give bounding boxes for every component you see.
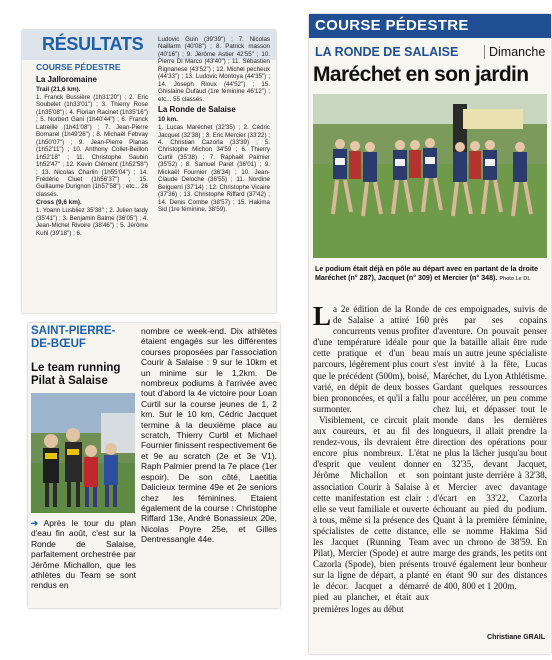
cross-results-continued: Ludovic Guin (39'39") ; 7. Nicolas Naillarm (40'08") ; 8. Patrick masson (40'16") ; 9. Jérôme Astier 42'55" ; 10. Pierre Di Marco (43'40") ; 11. Sébastien Rignanese (43'52") ; 12. Michel pecheux (44'33") ; 13. Ludovic Montoya (44'35") ; 14. Joseph Rioux (44'52") ; 15. Ghislaine Dufaud (1re féminine 46'12") ; etc... 55 classés. bbox=[158, 36, 270, 103]
article-day: Dimanche bbox=[484, 45, 545, 59]
photo-caption-text: Le podium était déjà en pôle au départ avec en partant de la droite Maréchet (n° 287), Jacquet (n° 309) et Mercier (n° 348). bbox=[315, 265, 539, 282]
article-lead-paragraph: a 2e édition de la Ronde de Salaise a attiré 160 concurrents venus profiter d'une température idéale pour cette pratique et d'un beau parcours, légèrement plus court que le précédent (500m), boisé, varié, en dépit de deux bosses bien prononcées, et qu'il a fallu surmonter. bbox=[313, 304, 429, 414]
team-article-clipping bbox=[28, 323, 280, 608]
team-column-1 bbox=[31, 518, 136, 591]
runners-photo bbox=[313, 94, 547, 258]
team-place-heading: SAINT-PIERRE-DE-BŒUF bbox=[31, 325, 116, 350]
runners-photo-illustration bbox=[313, 94, 547, 258]
ronde-distance-subtitle: 10 km. bbox=[158, 116, 178, 124]
article-paragraph-3: de ces empoignades, suivis de près par ses copains d'aventure. On pouvait penser que la bataille allait être rude mais un autre jeune spécialiste s'est invité à la fête, Lucas Maréchet, du Lyon Athlétisme. Gardant quelques ressources pour accélérer, un peu comme chez lui, et dépasser tout le monde dans les dernières longueurs, il allait prendre la direction des opérations pour ne plus la lâcher jusqu'au bout en 32'35, devant Jacquet, pointant juste derrière à 32'38, et Mercier avec davantage d'écart en 33'22, Cazorla échouant au pied du podium. Quant à la première féminine, elle se nomme Hakima Sid avec un chrono de 38'59. En marge des grands, les petits ont trouvé également leur bonheur en étant 90 sur des distances de 400, 800 et 1 200m. bbox=[433, 304, 547, 592]
results-column-2 bbox=[158, 36, 270, 214]
results-title: RÉSULTATS bbox=[42, 34, 144, 54]
ronde-results: 1. Lucas Maréchet (32'35) ; 2. Cédric Jacquet (32'38) ; 3. Eric Mercier (33'22) ; 4. Christian Cazorla (33'39) ; 5. Christophe Michon 34'59 ; 6. Thierry Curtil (35'38) ; 7. Raphaël Palmier (35'52) ; 8. Samuel Paret (36'01) ; 9. Mickaël Fournier (36'34) ; 10. Jean-Claude Deloche (36'55) ; 11. Nordine Belguerri (37'14) ; 12. Christophe Vicaire (37'36) ; 13. Christophe Riffard (37'42) ; 14. Denis Combe (38'57) ; 15. Hakima Sid (1re féminine, 38'59). bbox=[158, 124, 270, 214]
team-column-2 bbox=[141, 326, 277, 545]
article-headline: Maréchet en son jardin bbox=[313, 63, 529, 86]
team-lead-paragraph: Après le tour du plan d'eau fin août, c'est sur la Ronde de Salaise, parfaitement orchestrée par Jérôme Michallon, que les athlètes du Team se sont rendus en bbox=[31, 518, 136, 591]
article-paragraph-2: Visiblement, ce circuit plait aux coureurs, et au fil des rendez-vous, ils devraient être encore plus nombreux. L'état d'esprit que veulent donner Jérôme Michallon et son association Courir à Salaise à cette manifestation est clair : elle se veut familiale et ouverte à tous, même si la présence des spécialistes de cette distance, les Jacquet (Running Team Pilat), Mercier (Spode) et autre Cazorla (Spode), bien présents sur la ligne de départ, a planté le décor. Jacquet a démarré pied au plancher, et était aux premières loges au début bbox=[313, 414, 429, 614]
results-column-1 bbox=[36, 62, 148, 237]
course-article-clipping bbox=[309, 14, 551, 654]
event-ronde-salaise-title: La Ronde de Salaise bbox=[158, 105, 236, 115]
trail-subtitle: Trail (21,6 km). bbox=[36, 86, 81, 93]
event-jalloromaine-title: La Jalloromaine bbox=[36, 75, 97, 84]
article-column-1 bbox=[313, 301, 429, 615]
photo-caption bbox=[315, 265, 547, 284]
article-kicker: LA RONDE DE SALAISE bbox=[315, 45, 459, 59]
photo-credit: Photo Le DL bbox=[499, 275, 531, 282]
trail-results: 1. Franck Bussière (1h31'20") ; 2. Eric Soubelet (1h33'01") ; 3. Thierry Rose (1h35'08") ; 4. Florian Racinet (1h35'16") ; 5. Norbert Gani (1h40'44") ; 6. Franck Latreille (1h41'08") ; 7. Jean-Pierre Bornarel (1h49'26") ; 8. Michaël Febvay (1h50'07") ; 9. Jean-Pierre Planas (1h52'11") ; 10. Anthony Collet-Beillon 1h52'18" ; 11. Christophe Saubin 1h52'47" ; 12. Kevin Clément (1h52'58") ; 13. Nicolas Charlin (1h55'04") ; 14. Frédéric Cluet (1h56'37") ; 15. Guillaume Durignon (1h57'58") ; etc... 26 classés. bbox=[36, 94, 148, 198]
section-banner bbox=[309, 14, 551, 38]
article-column-2 bbox=[433, 304, 547, 592]
cross-subtitle: Cross (9,6 km). bbox=[36, 199, 82, 207]
team-paragraph-2: nombre ce week-end. Dix athlètes étaient engagés sur les différentes courses proposées par l'association Courir à Salaise : 9 sur le 10km et un minime sur le 1,2km. De nombreux podiums à l'arrivée avec tout d'abord la 4e victoire pour Loan Curtil sur la course jeunes de 1, 2 km. Sur le 10 km, Cédric Jacquet termine à la deuxième place au scratch, Thierry Curtil et Michael Fournier finissent respectivement 6e et 9e au scratch (2e et 3e V1). Raph Palmier prend la 7e place (1er espoir). De son côté, Laetitia Dalicieux termine 49e et 2e seniors chez les féminines. Etaient également de la course : Christophe Riffard 13e, André Bonassieux 20e, Nicolas Poyre 25e, et Gilles Dentressangle 44e. bbox=[141, 326, 278, 545]
drop-cap: L bbox=[313, 301, 332, 331]
article-byline: Christiane GRAIL bbox=[487, 634, 545, 641]
section-banner-label: COURSE PÉDESTRE bbox=[315, 17, 469, 34]
team-photo bbox=[31, 393, 135, 513]
cross-results: 1. Yoann Lusbliez 35'38" ; 2. Julien tardy (35'41") ; 3. Benjamin Balme (36'05") ; 4. Jean-Michel Rivoire (38'46") ; 5. Jérôme Kuhl (39'18") ; 6. bbox=[36, 207, 148, 237]
arrow-icon: ➔ bbox=[31, 518, 39, 528]
team-photo-illustration bbox=[31, 393, 135, 513]
results-clipping bbox=[22, 30, 276, 313]
team-title: Le team running Pilat à Salaise bbox=[31, 362, 121, 387]
results-section-label: COURSE PÉDESTRE bbox=[36, 62, 121, 72]
